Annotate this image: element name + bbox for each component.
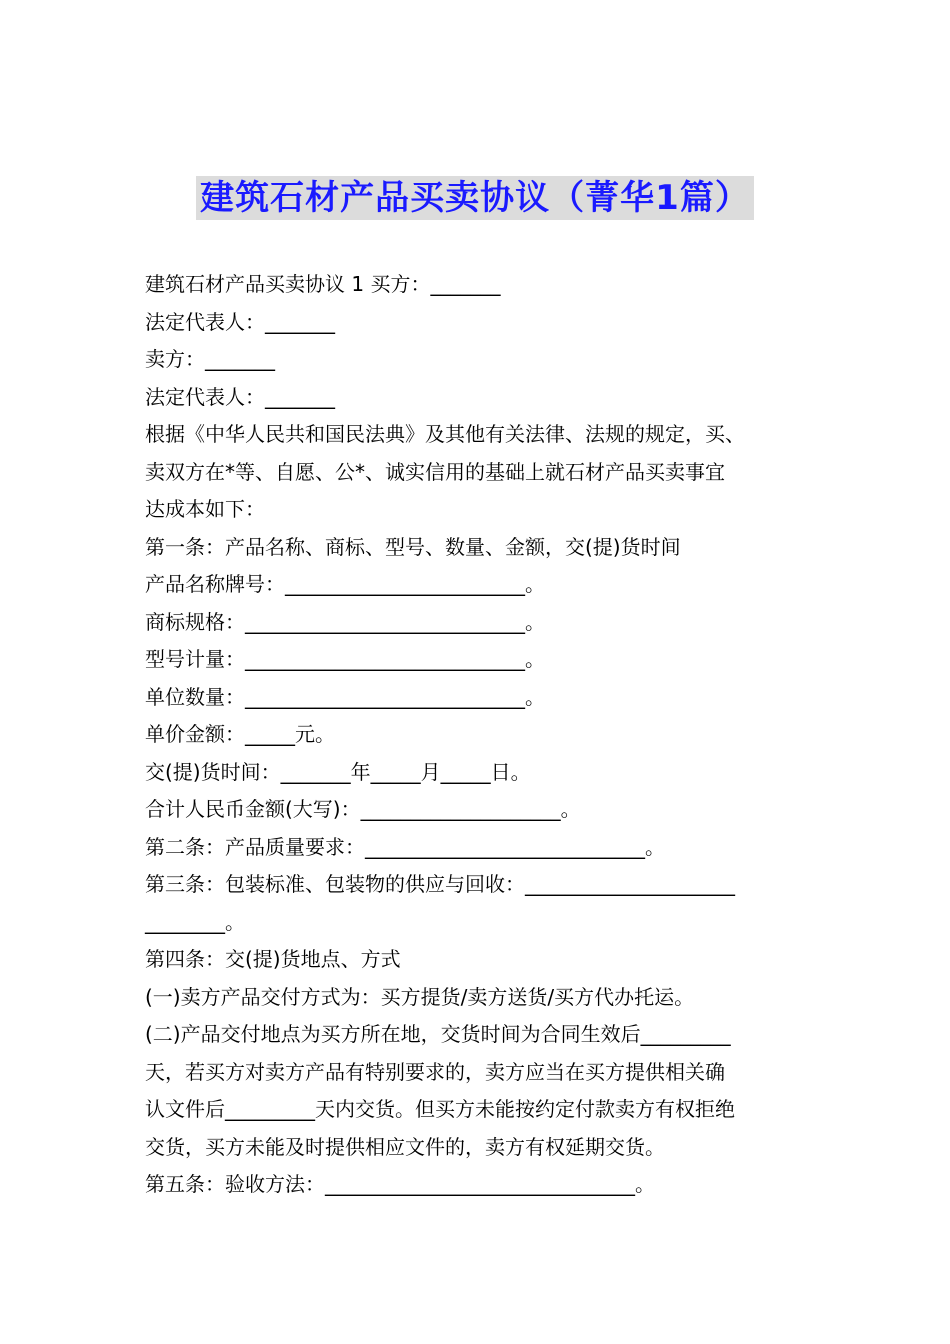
text-line: 单位数量：____________________________。 (145, 684, 545, 709)
text-line: 法定代表人：_______ (145, 309, 335, 334)
document-body (145, 266, 825, 1204)
text-line: 商标规格：____________________________。 (145, 609, 545, 634)
text-line: 卖双方在*等、自愿、公*、诚实信用的基础上就石材产品买卖事宜 (145, 459, 725, 484)
text-line: 第四条：交(提)货地点、方式 (145, 947, 401, 971)
text-line: 第五条：验收方法：_______________________________。 (145, 1172, 655, 1196)
title-container (0, 176, 950, 220)
document-title: 建筑石材产品买卖协议（菁华1篇） (196, 176, 754, 220)
text-line: 天，若买方对卖方产品有特别要求的，卖方应当在买方提供相关确 (145, 1059, 725, 1084)
text-line: (二)产品交付地点为买方所在地，交货时间为合同生效后_________ (145, 1022, 731, 1046)
text-line: 法定代表人：_______ (145, 384, 335, 409)
text-line: 交(提)货时间：_______年_____月_____日。 (145, 759, 531, 784)
text-line: ________。 (145, 909, 245, 934)
text-line: 单价金额：_____元。 (145, 722, 335, 746)
text-line: 认文件后_________天内交货。但买方未能按约定付款卖方有权拒绝 (145, 1097, 735, 1121)
text-line: 建筑石材产品买卖协议 1 买方：_______ (145, 272, 501, 296)
text-line: 根据《中华人民共和国民法典》及其他有关法律、法规的规定，买、 (145, 422, 745, 446)
text-line: 第三条：包装标准、包装物的供应与回收：_____________________ (145, 872, 735, 896)
text-line: (一)卖方产品交付方式为：买方提货/卖方送货/买方代办托运。 (145, 984, 695, 1009)
text-line: 第一条：产品名称、商标、型号、数量、金额，交(提)货时间 (145, 534, 681, 559)
text-line: 合计人民币金额(大写)：____________________。 (145, 797, 581, 821)
text-line: 卖方：_______ (145, 347, 275, 371)
text-line: 型号计量：____________________________。 (145, 647, 545, 671)
text-line: 第二条：产品质量要求：____________________________。 (145, 834, 665, 859)
text-line: 产品名称牌号：________________________。 (145, 572, 545, 596)
text-line: 交货，买方未能及时提供相应文件的，卖方有权延期交货。 (145, 1134, 665, 1159)
text-line: 达成本如下： (145, 497, 265, 521)
